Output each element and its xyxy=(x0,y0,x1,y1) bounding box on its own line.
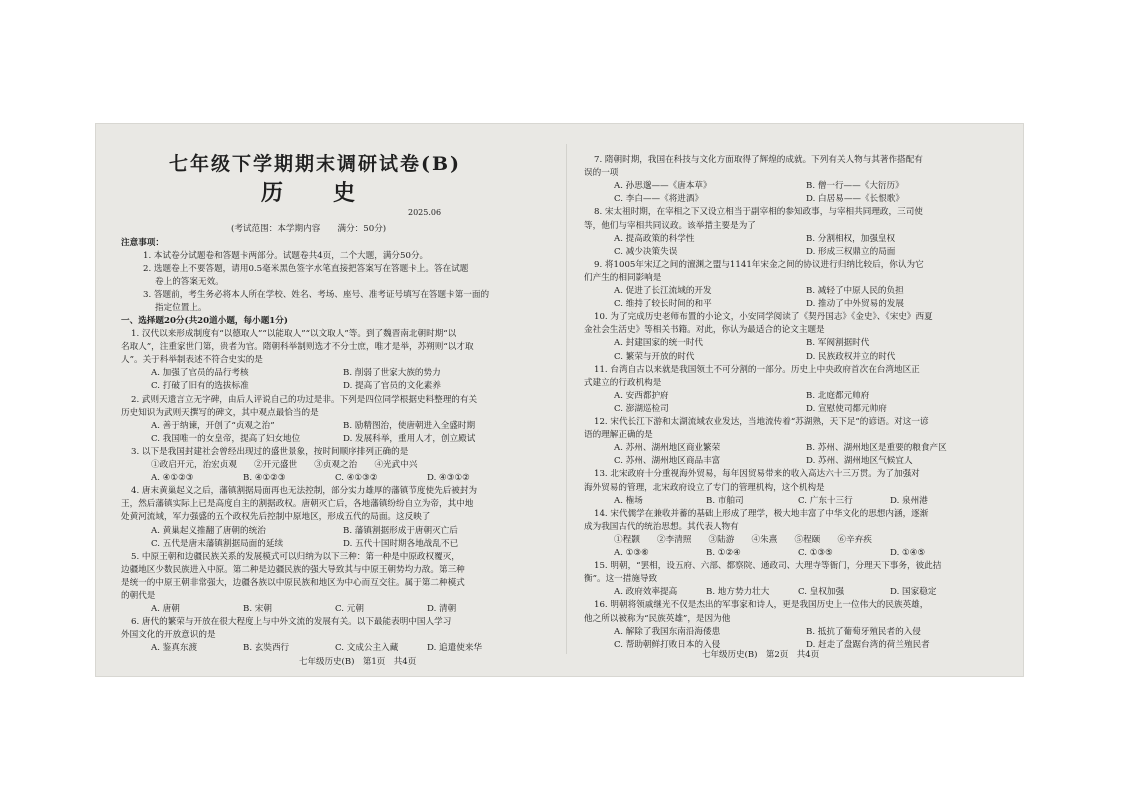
answer-option[interactable]: D. 清朝 xyxy=(427,604,457,615)
answer-option[interactable]: C. 减少决策失误 xyxy=(614,246,678,257)
answer-option[interactable]: A. 唐朝 xyxy=(151,604,180,615)
question-text: 们产生的相同影响是 xyxy=(584,272,662,283)
question-text: ①程颢 ②李清照 ③陆游 ④朱熹 ⑤程颐 ⑥辛弃疾 xyxy=(614,534,872,545)
answer-option[interactable]: D. 发展科举，重用人才，创立殿试 xyxy=(343,433,476,444)
right-page xyxy=(584,124,1008,676)
answer-option[interactable]: A. 苏州、湖州地区商业繁荣 xyxy=(614,443,721,454)
notice-line: 3. 答题前，考生务必将本人所在学校、姓名、考场、座号、准考证号填写在答题卡第一面的 xyxy=(143,290,490,300)
answer-option[interactable]: C. ①③⑤ xyxy=(798,548,833,558)
answer-option[interactable]: D. 五代十国时期各地战乱不已 xyxy=(343,538,459,549)
footer-right: 七年级历史(B) 第2页 共4页 xyxy=(702,650,820,660)
answer-option[interactable]: A. 黄巢起义推翻了唐朝的统治 xyxy=(151,525,266,536)
answer-option[interactable]: C. 繁荣与开放的时代 xyxy=(614,351,695,362)
answer-option[interactable]: C. 文成公主入藏 xyxy=(335,643,399,654)
question-text: 的朝代是 xyxy=(121,591,156,601)
question-text: 处黄河流域，军力强盛的五个政权先后控制中原地区，形成五代的局面。这反映了 xyxy=(121,512,431,523)
section-heading: 一、选择题20分(共20道小题，每小题1分) xyxy=(121,316,288,326)
answer-option[interactable]: C. 李白——《将进酒》 xyxy=(614,194,704,205)
question-text: 误的一项 xyxy=(584,168,619,179)
answer-option[interactable]: B. 军阀割据时代 xyxy=(806,338,870,349)
question-text: 3. 以下是我国封建社会曾经出现过的盛世景象，按时间顺序排列正确的是 xyxy=(131,446,409,457)
answer-option[interactable]: D. ④③①② xyxy=(427,473,470,484)
answer-option[interactable]: C. 打破了旧有的选拔标准 xyxy=(151,381,249,392)
question-text: 10. 为了完成历史老师布置的小论文，小安同学阅读了《契丹国志》《金史》、《宋史》西夏 xyxy=(594,312,933,323)
notice-line: 卷上的答案无效。 xyxy=(155,277,224,287)
answer-option[interactable]: C. 皇权加强 xyxy=(798,587,845,598)
answer-option[interactable]: A. 提高政策的科学性 xyxy=(614,233,695,244)
answer-option[interactable]: B. 分割相权，加强皇权 xyxy=(806,233,896,244)
answer-option[interactable]: D. 宣慰使司都元帅府 xyxy=(806,403,887,414)
answer-option[interactable]: D. 白居易——《长恨歌》 xyxy=(806,194,904,205)
answer-option[interactable]: A. 封建国家的统一时代 xyxy=(614,338,704,349)
subject-title: 历 史 xyxy=(261,180,370,206)
answer-option[interactable]: D. 苏州、湖州地区气候宜人 xyxy=(806,456,913,467)
answer-option[interactable]: D. 推动了中外贸易的发展 xyxy=(806,299,904,310)
question-text: 语的理解正确的是 xyxy=(584,430,653,441)
answer-option[interactable]: A. 安西都护府 xyxy=(614,390,669,401)
question-text: 4. 唐末黄巢起义之后，藩镇割据局面再也无法控制，部分实力雄厚的藩镇节度使先后被封为 xyxy=(131,486,478,497)
question-text: 外国文化的开放意识的是 xyxy=(121,630,216,641)
answer-option[interactable]: C. ④①③② xyxy=(335,473,378,484)
question-text: 16. 明朝将领戚继光不仅是杰出的军事家和诗人，更是我国历史上一位伟大的民族英雄， xyxy=(594,600,929,611)
exam-sheet xyxy=(96,124,1023,676)
answer-option[interactable]: D. ①④⑤ xyxy=(890,548,926,558)
question-text: 王，然后藩镇实际上已是高度自主的割据政权。唐朝灭亡后，各地藩镇纷纷自立为帝，其中地 xyxy=(121,499,474,510)
answer-option[interactable]: A. 善于纳谏，开创了“贞观之治” xyxy=(151,420,275,431)
answer-option[interactable]: D. 民族政权并立的时代 xyxy=(806,351,896,362)
answer-option[interactable]: A. 解除了我国东南沿海倭患 xyxy=(614,626,721,637)
question-text: 12. 宋代长江下游和太湖流域农业发达，当地流传着“苏湖熟，天下足”的谚语。对这一谚 xyxy=(594,417,929,427)
question-text: 边疆地区少数民族进入中原。第二种是边疆民族的强大导致其与中原王朝势均力敌。第三种 xyxy=(121,564,465,575)
answer-option[interactable]: B. 市舶司 xyxy=(706,495,744,506)
answer-option[interactable]: D. 追遣使来华 xyxy=(427,643,483,654)
footer-left: 七年级历史(B) 第1页 共4页 xyxy=(299,657,417,667)
question-text: 等，他们与宰相共同议政。该举措主要是为了 xyxy=(584,220,756,231)
answer-option[interactable]: C. 广东十三行 xyxy=(798,495,853,506)
exam-scope: (考试范围：本学期内容 满分：50分) xyxy=(231,224,387,234)
question-text: 14. 宋代儒学在兼收并蓄的基础上形成了理学，极大地丰富了中华文化的思想内涵，逐渐 xyxy=(594,508,929,519)
answer-option[interactable]: B. 藩镇割据形成于唐朝灭亡后 xyxy=(343,525,458,536)
exam-date: 2025.06 xyxy=(408,208,442,217)
answer-option[interactable]: D. 形成三权鼎立的局面 xyxy=(806,246,896,257)
answer-option[interactable]: B. 减轻了中原人民的负担 xyxy=(806,286,904,296)
question-text: 6. 唐代的繁荣与开放在很大程度上与中外文流的发展有关。以下最能表明中国人学习 xyxy=(131,617,452,628)
question-text: 2. 武则天遗言立无字碑，由后人评说自己的功过是非。下列是四位同学根据史料整理的有关 xyxy=(131,394,478,405)
question-text: ①政启开元，治宏贞观 ②开元盛世 ③贞观之治 ④光武中兴 xyxy=(151,460,418,470)
question-text: 15. 明朝，“罢相，设五府、六部、都察院、通政司、大理寺等衙门，分理天下事务，彼此拮 xyxy=(594,561,942,572)
question-text: 13. 北宋政府十分重视海外贸易，每年因贸易带来的收入高达六十三万贯。为了加强对 xyxy=(594,469,920,480)
question-text: 式建立的行政机构是 xyxy=(584,377,662,388)
answer-option[interactable]: B. ④①②③ xyxy=(243,473,286,484)
answer-option[interactable]: B. 北庭都元帅府 xyxy=(806,390,870,401)
answer-option[interactable]: A. 加强了官员的品行考核 xyxy=(151,368,249,379)
question-text: 7. 隋朝时期，我国在科技与文化方面取得了辉煌的成就。下列有关人物与其著作搭配有 xyxy=(594,155,923,165)
answer-option[interactable]: C. 五代是唐末藩镇割据局面的延续 xyxy=(151,538,284,549)
notice-heading: 注意事项： xyxy=(121,238,164,248)
answer-option[interactable]: B. 苏州、湖州地区是重要的粮食产区 xyxy=(806,443,947,454)
question-text: 成为我国古代的统治思想。其代表人物有 xyxy=(584,521,739,532)
answer-option[interactable]: C. 维持了较长时间的和平 xyxy=(614,299,712,310)
question-text: 1. 汉代以来形成制度有“以德取人”“以能取人”“以文取人”等。到了魏晋南北朝时期“以 xyxy=(131,329,457,339)
question-text: 11. 台湾自古以来就是我国领土不可分割的一部分。历史上中央政府首次在台湾地区正 xyxy=(594,364,920,375)
question-text: 是统一的中原王朝非常强大，边疆各族以中原民族和地区为中心而互交往。属于第二种模式 xyxy=(121,577,465,588)
answer-option[interactable]: B. 地方势力壮大 xyxy=(706,587,770,598)
page-divider xyxy=(566,144,567,654)
answer-option[interactable]: D. 赶走了盘踞台湾的荷兰殖民者 xyxy=(806,639,930,650)
answer-option[interactable]: A. 権场 xyxy=(614,495,643,506)
question-text: 海外贸易的管理，北宋政府设立了专门的管理机构，这个机构是 xyxy=(584,482,825,493)
question-text: 5. 中原王朝和边疆民族关系的发展模式可以归纳为以下三种：第一种是中原政权覆灭， xyxy=(131,551,460,562)
question-text: 金社会生活史》等相关书籍。对此，你认为最适合的论文主题是 xyxy=(584,325,825,336)
answer-option[interactable]: B. 玄奘西行 xyxy=(243,643,290,654)
answer-option[interactable]: D. 国家稳定 xyxy=(890,587,937,598)
answer-option[interactable]: C. 我国唯一的女皇帝，提高了妇女地位 xyxy=(151,433,301,444)
answer-option[interactable]: A. 政府效率提高 xyxy=(614,587,678,598)
answer-option[interactable]: C. 帮助朝鲜打败日本的入侵 xyxy=(614,639,721,650)
answer-option[interactable]: D. 泉州港 xyxy=(890,495,928,506)
notice-line: 2. 选题卷上不要答题，请用0.5毫米黑色签字水笔直接把答案写在答题卡上。答在试题 xyxy=(143,264,469,274)
question-text: 衡”。这一措施导致 xyxy=(584,574,658,585)
answer-option[interactable]: A. ④①②③ xyxy=(151,473,194,484)
question-text: 8. 宋太祖时期，在宰相之下又设立相当于副宰相的参知政事，与宰相共同理政，三司使 xyxy=(594,207,923,218)
question-text: 人”。关于科举制表述不符合史实的是 xyxy=(121,355,263,366)
answer-option[interactable]: B. 僧一行——《大衍历》 xyxy=(806,181,904,192)
notice-line: 1. 本试卷分试题卷和答题卡两部分。试题卷共4页，二个大题，满分50分。 xyxy=(143,251,429,261)
answer-option[interactable]: A. 促进了长江流域的开发 xyxy=(614,286,712,296)
answer-option[interactable]: D. 提高了官员的文化素养 xyxy=(343,381,441,392)
question-text: 他之所以被称为“民族英雄”，是因为他 xyxy=(584,613,731,624)
answer-option[interactable]: B. 抵抗了葡萄牙殖民者的入侵 xyxy=(806,626,921,637)
answer-option[interactable]: A. ①③⑥ xyxy=(614,548,649,558)
question-text: 历史知识为武则天撰写的碑文，其中观点最恰当的是 xyxy=(121,407,319,418)
answer-option[interactable]: A. 孙思邈——《唐本草》 xyxy=(614,181,712,192)
notice-line: 指定位置上。 xyxy=(155,303,207,313)
exam-title: 七年级下学期期末调研试卷(B) xyxy=(169,153,462,175)
answer-option[interactable]: C. 苏州、湖州地区商品丰富 xyxy=(614,456,721,467)
answer-option[interactable]: C. 元朝 xyxy=(335,604,364,615)
answer-option[interactable]: C. 澎湖巡检司 xyxy=(614,403,669,414)
answer-option[interactable]: B. 宋朝 xyxy=(243,604,272,615)
answer-option[interactable]: B. 削弱了世家大族的势力 xyxy=(343,368,441,379)
answer-option[interactable]: A. 鉴真东渡 xyxy=(151,643,198,654)
answer-option[interactable]: B. ①②④ xyxy=(706,548,741,558)
left-page xyxy=(121,124,553,676)
answer-option[interactable]: B. 励精图治，使唐朝进入全盛时期 xyxy=(343,420,476,431)
question-text: 名取人”，注重家世门第，贵者为官。隋朝科举制则选才不分士庶，唯才是举，苏朔则“以才取 xyxy=(121,342,474,353)
question-text: 9. 将1005年宋辽之间的澶渊之盟与1141年宋金之间的协议进行归纳比较后，你认为它 xyxy=(594,259,924,270)
